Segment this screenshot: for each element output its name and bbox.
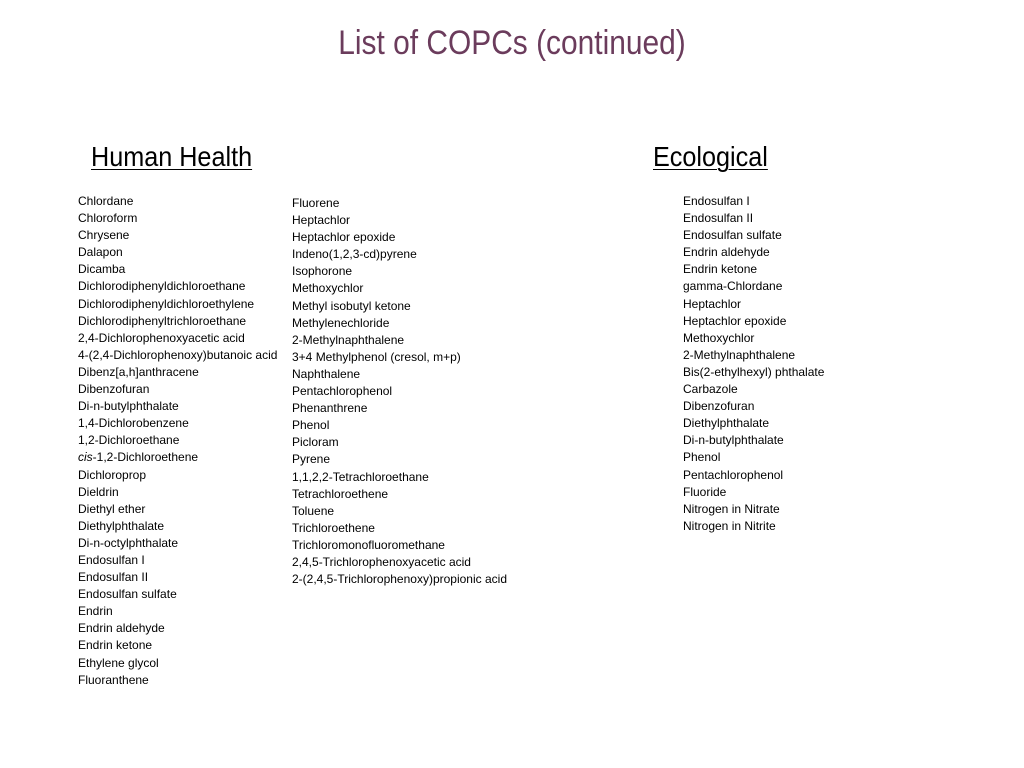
list-item: Fluoranthene <box>78 672 149 687</box>
list-item: 3+4 Methylphenol (cresol, m+p) <box>292 349 461 364</box>
list-item: Naphthalene <box>292 366 361 381</box>
list-item: Endrin <box>78 604 113 619</box>
list-item: Bis(2-ethylhexyl) phthalate <box>683 364 825 379</box>
list-item: Endrin ketone <box>78 638 153 653</box>
list-item: 1,1,2,2-Tetrachloroethane <box>292 469 429 484</box>
list-item: Dichlorodiphenyldichloroethylene <box>78 296 255 311</box>
list-item: Carbazole <box>683 382 738 397</box>
list-item: Dibenzofuran <box>78 382 150 397</box>
list-item: Pyrene <box>292 452 331 467</box>
list-item: Endrin aldehyde <box>78 621 165 636</box>
list-item: Ethylene glycol <box>78 655 159 670</box>
list-item: 2,4-Dichlorophenoxyacetic acid <box>78 330 245 345</box>
list-item: 2-(2,4,5-Trichlorophenoxy)propionic acid <box>292 572 507 587</box>
list-item: Dalapon <box>78 245 123 260</box>
list-item: Diethyl ether <box>78 501 146 516</box>
list-item: Diethylphthalate <box>683 416 770 431</box>
list-item: Methylenechloride <box>292 315 390 330</box>
slide-title: List of COPCs (continued) <box>338 24 686 62</box>
list-item <box>78 449 277 466</box>
list-item: Indeno(1,2,3-cd)pyrene <box>292 247 417 262</box>
list-item: Endosulfan II <box>683 211 754 226</box>
list-item: Heptachlor epoxide <box>292 230 396 245</box>
list-item: Endrin aldehyde <box>683 245 770 260</box>
list-item: Phenol <box>683 450 721 465</box>
list-item: 1,2-Dichloroethane <box>78 433 180 448</box>
list-item: Diethylphthalate <box>78 518 165 533</box>
list-item: Nitrogen in Nitrite <box>683 518 776 533</box>
list-item: Fluoride <box>683 484 727 499</box>
human-health-list-column-1 <box>78 193 277 689</box>
list-item: 1,4-Dichlorobenzene <box>78 416 189 431</box>
list-item: 4-(2,4-Dichlorophenoxy)butanoic acid <box>78 347 278 362</box>
list-item: Endrin ketone <box>683 262 758 277</box>
list-item: Trichloroethene <box>292 520 375 535</box>
list-item-rest: -1,2-Dichloroethene <box>92 450 199 465</box>
list-item: Phenanthrene <box>292 401 368 416</box>
list-item: Di-n-butylphthalate <box>78 399 179 414</box>
list-item: gamma-Chlordane <box>683 279 783 294</box>
list-item: Endosulfan II <box>78 570 149 585</box>
list-item: Dibenz[a,h]anthracene <box>78 364 199 379</box>
list-item: Chlordane <box>78 194 134 208</box>
list-item: Endosulfan sulfate <box>78 587 177 602</box>
list-item: Dichlorodiphenyltrichloroethane <box>78 313 247 328</box>
list-item: 2-Methylnaphthalene <box>292 332 405 347</box>
list-item: Dichlorodiphenyldichloroethane <box>78 279 246 294</box>
list-item: Dichloroprop <box>78 467 147 482</box>
list-item: Endosulfan I <box>78 552 145 567</box>
list-item: Phenol <box>292 418 330 433</box>
list-item: Fluorene <box>292 196 340 210</box>
list-item: Dicamba <box>78 262 126 277</box>
list-item: Methyl isobutyl ketone <box>292 298 411 313</box>
list-item: Pentachlorophenol <box>292 384 393 399</box>
list-item: Isophorone <box>292 264 353 279</box>
ecological-list <box>683 193 824 535</box>
list-item: Methoxychlor <box>683 330 755 345</box>
ecological-heading: Ecological <box>653 141 768 172</box>
list-item: Pentachlorophenol <box>683 467 784 482</box>
list-item: Nitrogen in Nitrate <box>683 501 780 516</box>
list-item: Chrysene <box>78 228 130 243</box>
list-item: Toluene <box>292 503 335 518</box>
list-item: Trichloromonofluoromethane <box>292 537 445 552</box>
list-item: Methoxychlor <box>292 281 364 296</box>
list-item: Heptachlor epoxide <box>683 313 787 328</box>
list-item: Heptachlor <box>292 213 351 228</box>
list-item: Heptachlor <box>683 296 742 311</box>
list-item: Endosulfan sulfate <box>683 228 782 243</box>
list-item: Di-n-octylphthalate <box>78 535 179 550</box>
list-item: Dibenzofuran <box>683 399 755 414</box>
list-item: Dieldrin <box>78 484 119 499</box>
list-item: 2-Methylnaphthalene <box>683 347 796 362</box>
list-item: 2,4,5-Trichlorophenoxyacetic acid <box>292 554 471 569</box>
list-item: Di-n-butylphthalate <box>683 433 784 448</box>
list-item: Endosulfan I <box>683 194 750 208</box>
human-health-heading: Human Health <box>91 141 253 172</box>
human-health-list-column-2 <box>292 195 507 588</box>
list-item: Chloroform <box>78 211 138 226</box>
list-item: Picloram <box>292 435 339 450</box>
cis-prefix: cis <box>78 450 93 465</box>
list-item: Tetrachloroethene <box>292 486 389 501</box>
